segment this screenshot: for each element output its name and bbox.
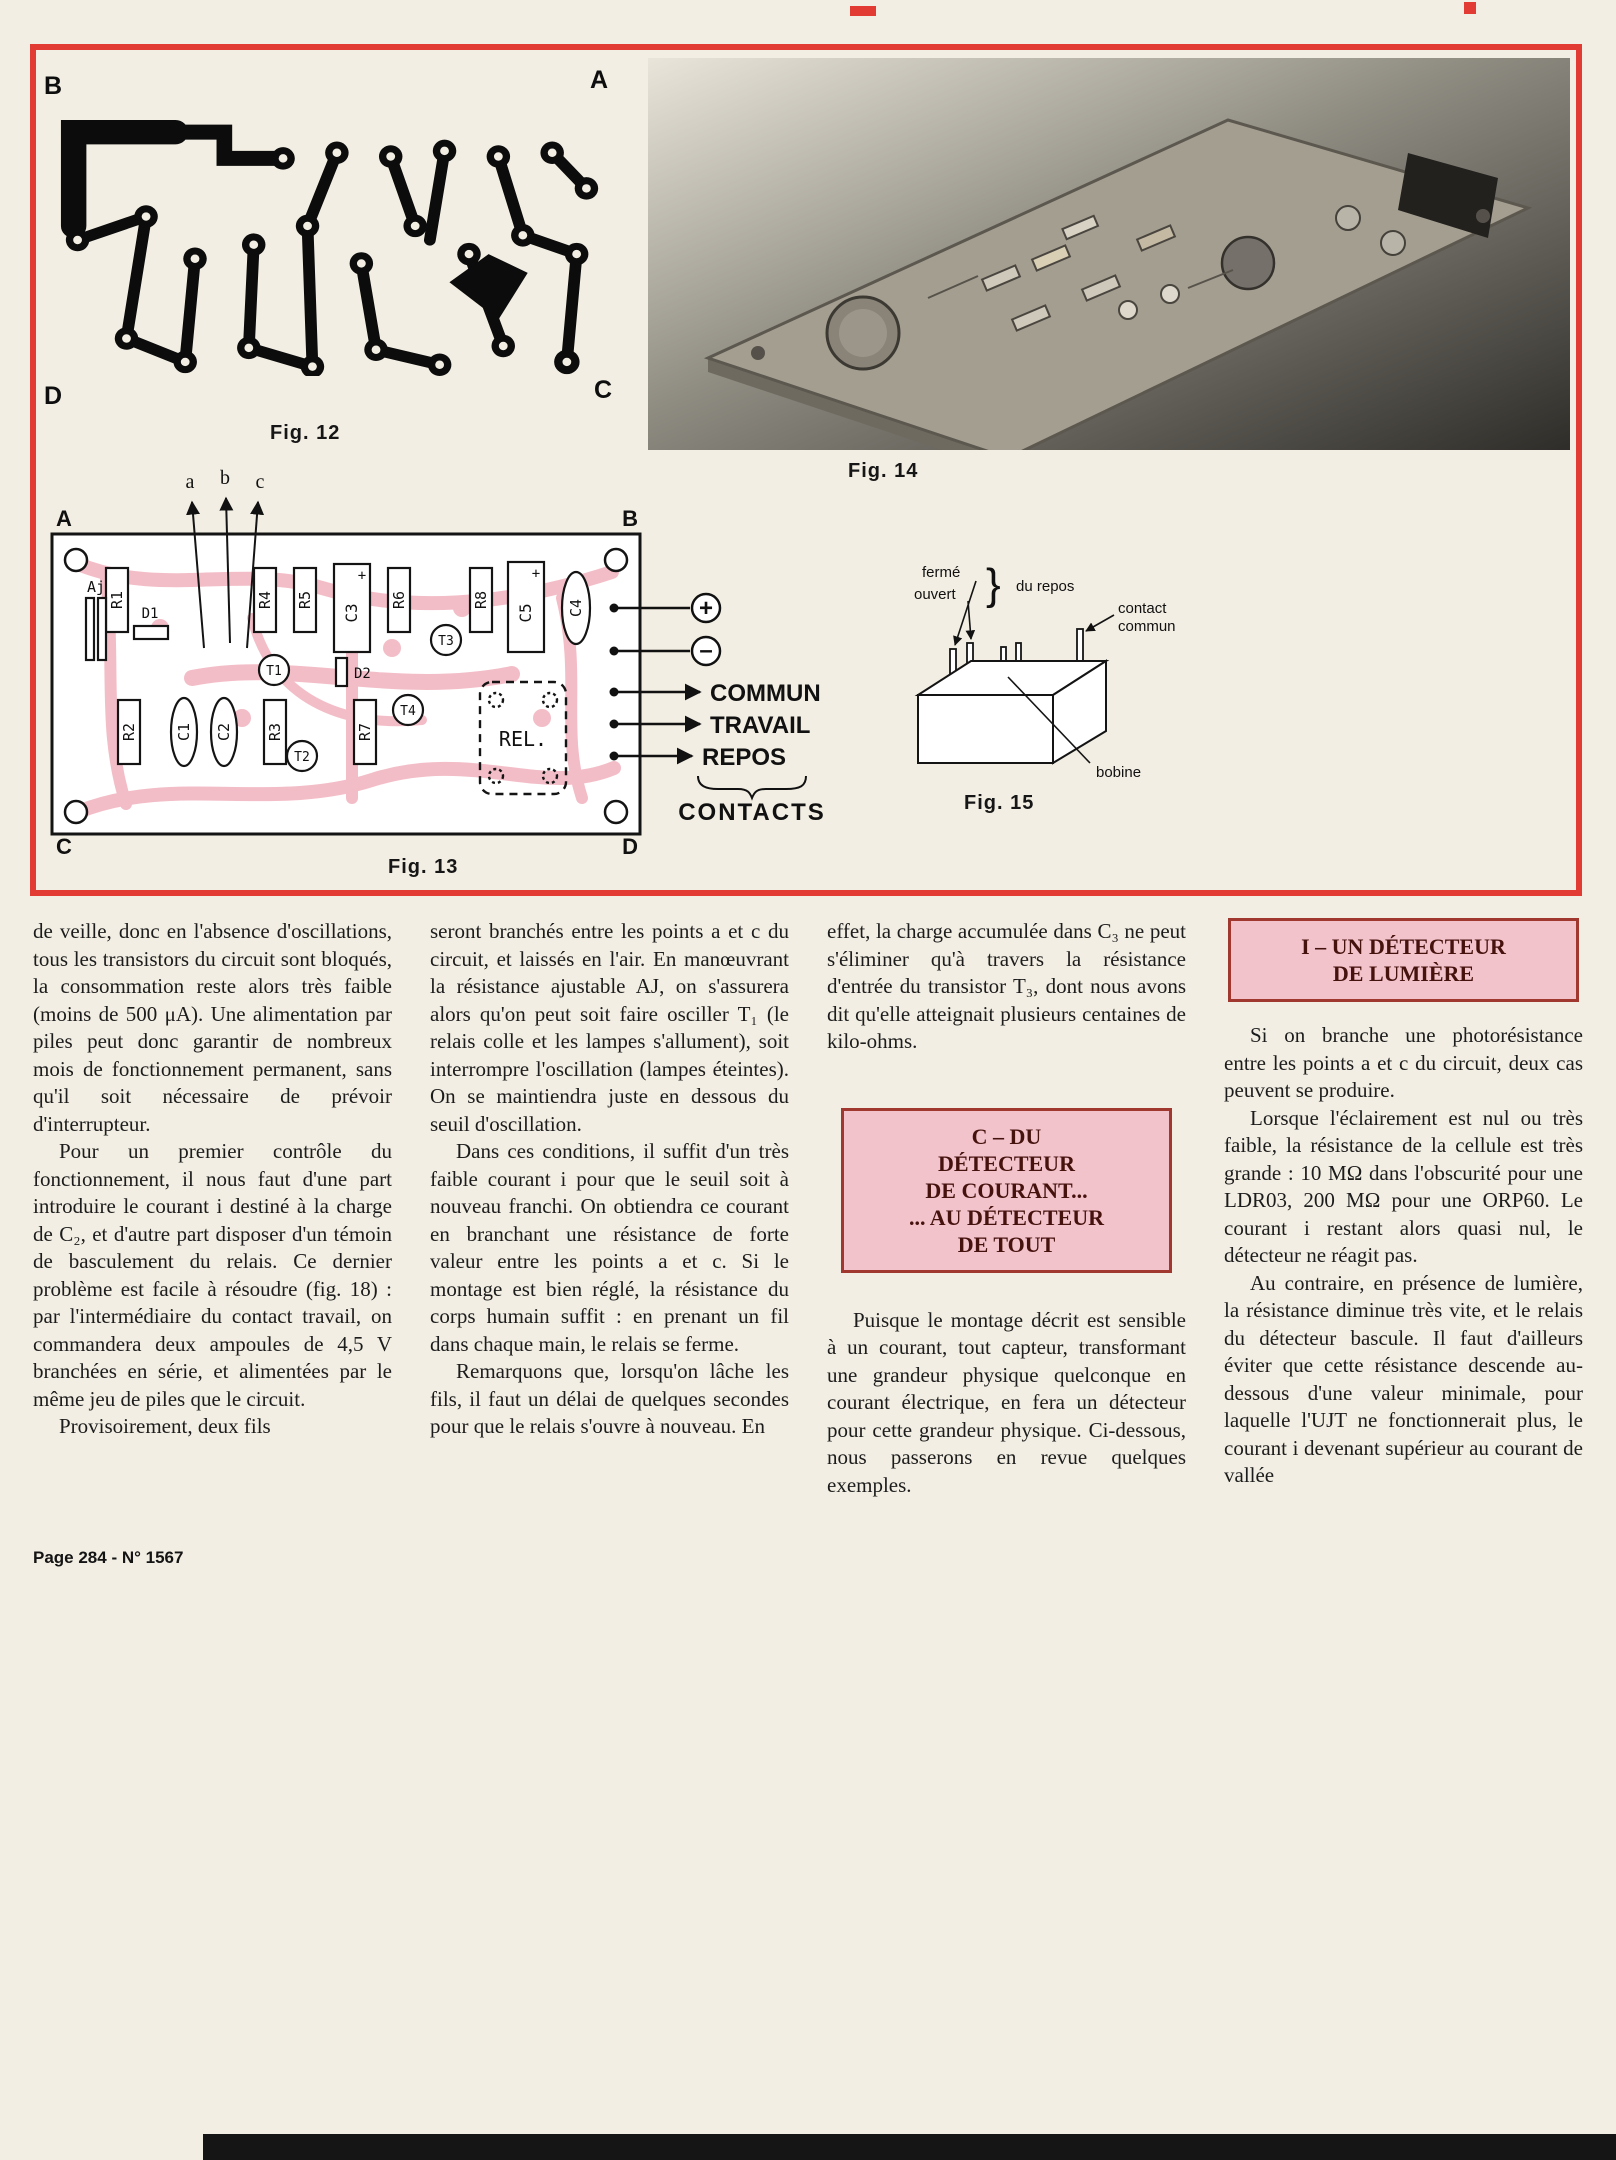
box-line: DÉTECTEUR — [938, 1150, 1075, 1176]
pcb-copper-pour — [449, 254, 527, 320]
paragraph: Remarquons que, lorsqu'on lâche les fils, il faut un délai de quelques secondes pour que le relais s'ouvre à nouveau. En — [430, 1359, 789, 1438]
fig13-label-c1: C1 — [175, 722, 193, 742]
fig13-layout-diagram — [42, 468, 826, 856]
fig13-corner-label: C — [56, 834, 72, 856]
plus-terminal-label: + — [698, 595, 714, 622]
fig12-corner-label: A — [590, 66, 609, 94]
paragraph: effet, la charge accumulée dans C₃ ne peut s'éliminer qu'à travers la résistance d'entrée du transistor T₃, dont nous avons dit qu'elle atteignait plusieurs centaines de kilo-ohms. — [827, 919, 1186, 1053]
box-line: I – UN DÉTECTEUR — [1301, 934, 1506, 959]
fig13-output-contacts: CONTACTS — [678, 799, 826, 826]
fig13-c5-plus: + — [531, 566, 541, 582]
relay-body — [918, 661, 1106, 763]
section-box-detecteur-courant — [841, 1108, 1172, 1273]
fig13-label-c2: C2 — [215, 722, 233, 742]
box-line: DE COURANT... — [925, 1177, 1088, 1203]
box-line: DE LUMIÈRE — [1332, 961, 1475, 986]
paragraph: Puisque le montage décrit est sensible à un courant, tout capteur, transformant une grandeur physique quelconque en courant électrique, en fera un détecteur pour cette grandeur physique. Ci-dessous, nous passerons en revue quelques exemples. — [827, 1307, 1186, 1497]
box-line: ... AU DÉTECTEUR — [909, 1204, 1104, 1230]
fig12-corner-label: C — [594, 376, 613, 404]
fig13-label-t1: T1 — [266, 664, 282, 679]
fig13-label-r4: R4 — [256, 590, 274, 610]
pcb-traces — [74, 132, 587, 366]
fig13-label-r1: R1 — [108, 590, 126, 610]
fig13-label-c3: C3 — [342, 603, 361, 623]
column-2 — [430, 918, 789, 1499]
relay-label-ferme: fermé — [922, 564, 961, 581]
box-line: DE TOUT — [957, 1231, 1056, 1257]
relay-label-commun: commun — [1118, 618, 1176, 635]
fig13-label-d2: D2 — [354, 666, 371, 682]
column-1 — [33, 918, 392, 1499]
fig13-label-c5: C5 — [516, 603, 535, 623]
fig13-output-travail: TRAVAIL — [710, 712, 811, 739]
paragraph: de veille, donc en l'absence d'oscillations, tous les transistors du circuit sont bloqués, la consommation reste alors très faible (moins de 500 μA). Une alimentation par piles peut donc garantir de nombreux mois de fonctionnement permanent, sans qu'il soit nécessaire de prévoir d'interrupteur. — [33, 919, 392, 1136]
fig13-corner-label: D — [622, 834, 638, 856]
fig13-probe-label-b: b — [220, 468, 230, 489]
column-4 — [1224, 918, 1583, 1499]
fig15-caption: Fig. 15 — [964, 792, 1035, 814]
paragraph: seront branchés entre les points a et c du circuit, et laissés en l'air. En manœuvrant la résistance ajustable AJ, on s'assurera alors qu'on peut soit faire osciller T₁ (le relais colle et les lampes s'allument), soit interrompre l'oscillation (lampes éteintes). On se maintiendra juste en dessous du seuil d'oscillation. — [430, 919, 789, 1136]
fig13-label-d1: D1 — [141, 606, 159, 622]
fig12-pcb-artwork — [42, 64, 628, 416]
fig13-probe-label-a: a — [185, 471, 195, 493]
paragraph: Pour un premier contrôle du fonctionnement, il nous faut d'une part introduire le courant i destiné à la charge de C₂, et d'autre part disposer d'un témoin de basculement du relais. Ce dernier problème est facile à résoudre (fig. 18) : par l'intermédiaire du contact travail, on commandera deux ampoules de 4,5 V branchées en série, et alimentées par le même jeu de piles que le circuit. — [33, 1139, 392, 1411]
fig13-corner-label: B — [622, 506, 638, 531]
relay-label-contact: contact — [1118, 600, 1167, 617]
paragraph: Au contraire, en présence de lumière, la résistance diminue très vite, et le relais du détecteur bascule. Il faut d'ailleurs éviter que cette résistance descende au-dessous d'une valeur minimale, pour laquelle l'UJT ne fonctionnerait plus, le courant i devenant supérieur au courant de vallée — [1224, 1270, 1583, 1487]
fig15-relay-drawing — [858, 555, 1200, 787]
fig12-caption: Fig. 12 — [270, 422, 341, 444]
scan-bottom-bar — [203, 2134, 1616, 2160]
paragraph: Dans ces conditions, il suffit d'un très faible courant i pour que le seuil soit à nouveau franchi. On obtiendra ce courant en branchant une résistance de forte valeur entre les points a et c. Si le montage est bien réglé, la résistance du corps humain suffit : en prenant un fil dans chaque main, le relais se ferme. — [430, 1139, 789, 1356]
fig14-photo — [648, 58, 1570, 450]
fig12-corner-label: D — [44, 382, 63, 410]
fig12-traces-svg — [58, 104, 606, 376]
fig13-label-r2: R2 — [120, 722, 138, 742]
fig13-corner-label: A — [56, 506, 72, 531]
section-box-detecteur-lumiere — [1228, 918, 1579, 1002]
fig13-label-t4: T4 — [400, 704, 416, 719]
relay-label-bobine: bobine — [1096, 764, 1142, 781]
print-registration-mark — [850, 6, 876, 16]
fig13-label-r5: R5 — [296, 590, 314, 610]
box-line: C – DU — [971, 1123, 1042, 1149]
fig13-label-aj: Aj — [86, 578, 106, 596]
fig12-corner-label: B — [44, 72, 63, 100]
fig13-label-r3: R3 — [266, 722, 284, 742]
page-footer: Page 284 - N° 1567 — [33, 1548, 184, 1567]
minus-terminal-label: – — [699, 637, 713, 664]
fig13-probe-label-c: c — [255, 471, 265, 493]
fig14-caption: Fig. 14 — [848, 460, 919, 482]
fig13-label-t3: T3 — [438, 634, 454, 649]
fig15-svg — [858, 555, 1200, 787]
fig13-c3-plus: + — [357, 568, 367, 584]
fig13-output-repos: REPOS — [702, 744, 787, 771]
paragraph: Provisoirement, deux fils — [59, 1414, 271, 1438]
fig13-label-c4: C4 — [567, 598, 585, 618]
figures-red-frame — [30, 44, 1582, 896]
fig13-label-r6: R6 — [390, 590, 408, 610]
fig13-caption: Fig. 13 — [388, 856, 459, 878]
relay-label-du-repos: du repos — [1016, 578, 1075, 595]
fig13-label-r8: R8 — [472, 590, 490, 610]
paragraph: Lorsque l'éclairement est nul ou très faible, la résistance de la cellule est très grande : 10 MΩ dans l'obscurité pour une LDR03, 200 MΩ pour une ORP60. Le courant i restant alors quasi nul, le détecteur ne réagit pas. — [1224, 1105, 1583, 1267]
fig14-photo-svg — [648, 58, 1570, 450]
relay-label-ouvert: ouvert — [914, 586, 956, 603]
fig13-label-r7: R7 — [356, 722, 374, 742]
fig13-output-commun: COMMUN — [710, 680, 821, 707]
fig13-svg — [42, 468, 826, 856]
print-registration-mark — [1464, 2, 1476, 14]
fig13-label-t2: T2 — [294, 750, 310, 765]
contacts-brace — [698, 776, 806, 798]
article-columns — [33, 918, 1583, 1499]
paragraph: Si on branche une photorésistance entre les points a et c du circuit, deux cas peuvent se produire. — [1224, 1023, 1583, 1102]
fig13-label-rel: REL. — [498, 727, 548, 751]
column-3 — [827, 918, 1186, 1499]
relay-brace: } — [986, 560, 1001, 609]
